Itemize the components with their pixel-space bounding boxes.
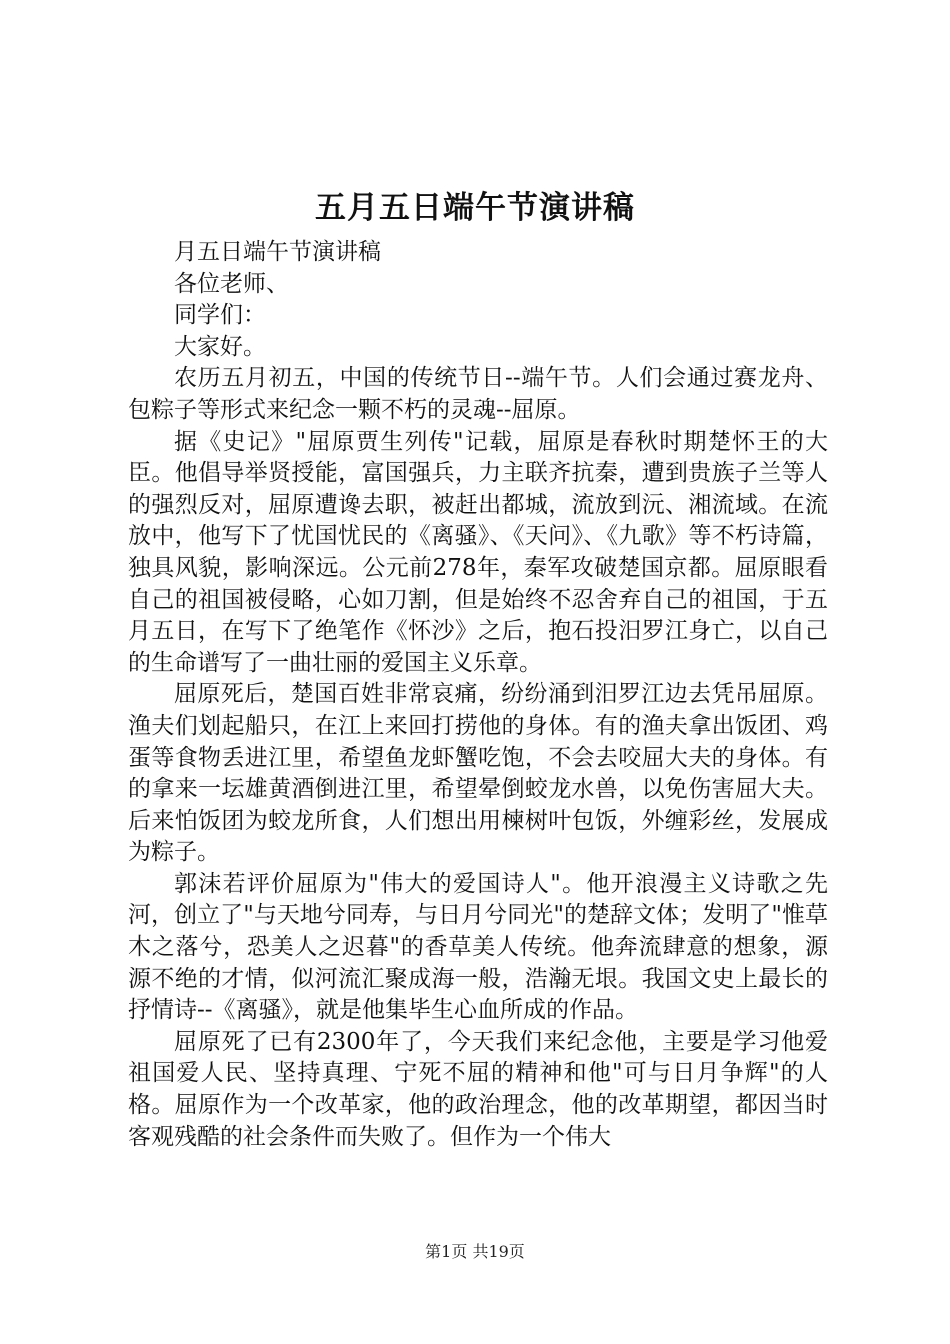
paragraph-guo-moruo: 郭沫若评价屈原为"伟大的爱国诗人"。他开浪漫主义诗歌之先河，创立了"与天地兮同寿，与日月兮同光"的楚辞文体；发明了"惟草木之落兮，恐美人之迟暮"的香草美人传统。他奔流肆意的想象，源源不绝的才情，似河流汇聚成海一般，浩瀚无垠。我国文史上最长的抒情诗--《离骚》，就是他集毕生心血所成的作品。: [128, 870, 828, 1024]
document-title: 五月五日端午节演讲稿: [315, 190, 635, 226]
page-number-footer: 第1页 共19页: [425, 1242, 525, 1261]
paragraph-intro: 农历五月初五，中国的传统节日--端午节。人们会通过赛龙舟、包粽子等形式来纪念一颗不朽的灵魂--屈原。: [128, 365, 828, 423]
paragraph-subtitle: 月五日端午节演讲稿: [174, 239, 381, 265]
paragraph-greeting-teachers: 各位老师、: [174, 270, 289, 297]
paragraph-history: 据《史记》"屈原贾生列传"记载，屈原是春秋时期楚怀王的大臣。他倡导举贤授能，富国强兵，力主联齐抗秦，遭到贵族子兰等人的强烈反对，屈原遭谗去职，被赶出都城，流放到沅、湘流域。在流放中，他写下了忧国忧民的《离骚》、《天问》、《九歌》等不朽诗篇，独具风貌，影响深远。公元前278年，秦军攻破楚国京都。屈原眼看自己的祖国被侵略，心如刀割，但是始终不忍舍弃自己的祖国，于五月五日，在写下了绝笔作《怀沙》之后，抱石投汨罗江身亡，以自己的生命谱写了一曲壮丽的爱国主义乐章。: [128, 428, 828, 676]
paragraph-hello: 大家好。: [174, 333, 266, 360]
document-body: [128, 237, 828, 1153]
paragraph-commemoration: 屈原死了已有2300年了，今天我们来纪念他，主要是学习他爱祖国爱人民、坚持真理、宁死不屈的精神和他"可与日月争辉"的人格。屈原作为一个改革家，他的政治理念，他的改革期望，都因当时客观残酷的社会条件而失败了。但作为一个伟大: [128, 1028, 828, 1150]
paragraph-greeting-students: 同学们：: [174, 302, 266, 329]
paragraph-mourning: 屈原死后，楚国百姓非常哀痛，纷纷涌到汨罗江边去凭吊屈原。渔夫们划起船只，在江上来回打捞他的身体。有的渔夫拿出饭团、鸡蛋等食物丢进江里，希望鱼龙虾蟹吃饱，不会去咬屈大夫的身体。有的拿来一坛雄黄酒倒进江里，希望晕倒蛟龙水兽，以免伤害屈大夫。后来怕饭团为蛟龙所食，人们想出用楝树叶包饭，外缠彩丝，发展成为粽子。: [128, 681, 828, 866]
